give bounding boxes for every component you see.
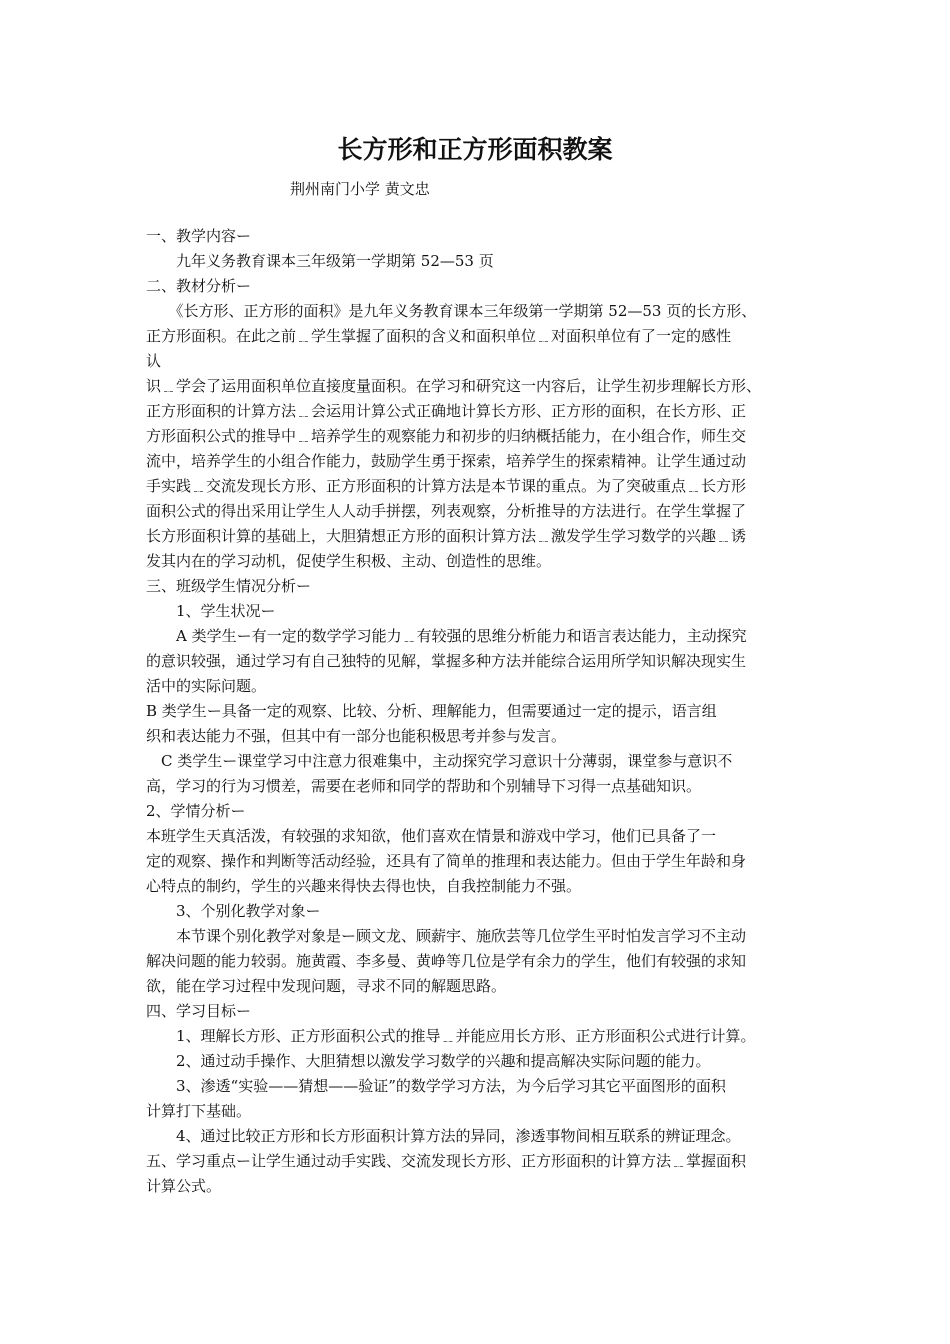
text-line: 高，学习的行为习惯差，需要在老师和同学的帮助和个别辅导下习得一点基础知识。 bbox=[146, 777, 702, 795]
text-line: 九年义务教育课本三年级第一学期第 52—53 页 bbox=[146, 252, 494, 270]
text-line: 二、教材分析ー bbox=[146, 277, 252, 295]
text-line: 本节课个别化教学对象是ー顾文龙、顾薪宇、施欣芸等几位学生平时怕发言学习不主动 bbox=[146, 927, 747, 945]
text-line: 五、学习重点ー让学生通过动手实践、交流发现长方形、正方形面积的计算方法﹎掌握面积 bbox=[146, 1152, 747, 1170]
text-line: 织和表达能力不强，但其中有一部分也能积极思考并参与发言。 bbox=[146, 727, 567, 745]
text-line: 的意识较强，通过学习有自己独特的见解，掌握多种方法并能综合运用所学知识解决现实生 bbox=[146, 652, 747, 670]
text-line: 长方形面积计算的基础上，大胆猜想正方形的面积计算方法﹎激发学生学习数学的兴趣﹎诱 bbox=[146, 527, 747, 545]
text-line: 3、个别化教学对象ー bbox=[146, 902, 321, 920]
text-line: 方形面积公式的推导中﹎培养学生的观察能力和初步的归纳概括能力，在小组合作，师生交 bbox=[146, 427, 747, 445]
text-line: 认 bbox=[146, 352, 162, 370]
text-line: 手实践﹎交流发现长方形、正方形面积的计算方法是本节课的重点。为了突破重点﹎长方形 bbox=[146, 477, 747, 495]
text-line: 一、教学内容ー bbox=[146, 227, 252, 245]
text-line: 四、学习目标ー bbox=[146, 1002, 252, 1020]
document-title: 长方形和正方形面积教案 bbox=[337, 135, 613, 164]
text-line: 2、学情分析ー bbox=[146, 802, 246, 820]
text-line: 1、理解长方形、正方形面积公式的推导﹎并能应用长方形、正方形面积公式进行计算。 bbox=[146, 1027, 756, 1045]
text-line: C 类学生ー课堂学习中注意力很难集中，主动探究学习意识十分薄弱，课堂参与意识不 bbox=[146, 752, 733, 770]
text-line: 计算公式。 bbox=[146, 1177, 222, 1195]
text-line: 定的观察、操作和判断等活动经验，还具有了简单的推理和表达能力。但由于学生年龄和身 bbox=[146, 852, 747, 870]
document-author: 荆州南门小学 黄文忠 bbox=[290, 180, 430, 198]
text-line: 1、学生状况ー bbox=[146, 602, 276, 620]
text-line: A 类学生ー有一定的数学学习能力﹎有较强的思维分析能力和语言表达能力，主动探究 bbox=[146, 627, 747, 645]
text-line: B 类学生ー具备一定的观察、比较、分析、理解能力，但需要通过一定的提示，语言组 bbox=[146, 702, 717, 720]
text-line: 识﹎学会了运用面积单位直接度量面积。在学习和研究这一内容后，让学生初步理解长方形、 bbox=[146, 377, 762, 395]
text-line: 正方形面积。在此之前﹎学生掌握了面积的含义和面积单位﹎对面积单位有了一定的感性 bbox=[146, 327, 732, 345]
text-line: 3、渗透“实验——猜想——验证”的数学学习方法，为今后学习其它平面图形的面积 bbox=[146, 1077, 726, 1095]
text-line: 欲，能在学习过程中发现问题，寻求不同的解题思路。 bbox=[146, 977, 507, 995]
text-line: 活中的实际问题。 bbox=[146, 677, 267, 695]
text-line: 面积公式的得出采用让学生人人动手拼摆，列表观察，分析推导的方法进行。在学生掌握了 bbox=[146, 502, 747, 520]
text-line: 计算打下基础。 bbox=[146, 1102, 252, 1120]
text-line: 本班学生天真活泼，有较强的求知欲，他们喜欢在情景和游戏中学习，他们已具备了一 bbox=[146, 827, 717, 845]
text-line: 正方形面积的计算方法﹎会运用计算公式正确地计算长方形、正方形的面积，在长方形、正 bbox=[146, 402, 747, 420]
text-line: 解决问题的能力较弱。施黄霞、李多曼、黄峥等几位是学有余力的学生，他们有较强的求知 bbox=[146, 952, 747, 970]
text-line: 心特点的制约，学生的兴趣来得快去得也快，自我控制能力不强。 bbox=[146, 877, 582, 895]
text-line: 发其内在的学习动机，促使学生积极、主动、创造性的思维。 bbox=[146, 552, 552, 570]
text-line: 2、通过动手操作、大胆猜想以激发学习数学的兴趣和提高解决实际问题的能力。 bbox=[146, 1052, 711, 1070]
text-line: 三、班级学生情况分析ー bbox=[146, 577, 312, 595]
text-line: 流中，培养学生的小组合作能力，鼓励学生勇于探索，培养学生的探索精神。让学生通过动 bbox=[146, 452, 747, 470]
text-line: 4、通过比较正方形和长方形面积计算方法的异同，渗透事物间相互联系的辨证理念。 bbox=[146, 1127, 741, 1145]
text-line: 《长方形、正方形的面积》是九年义务教育课本三年级第一学期第 52—53 页的长方形、 bbox=[146, 302, 757, 320]
